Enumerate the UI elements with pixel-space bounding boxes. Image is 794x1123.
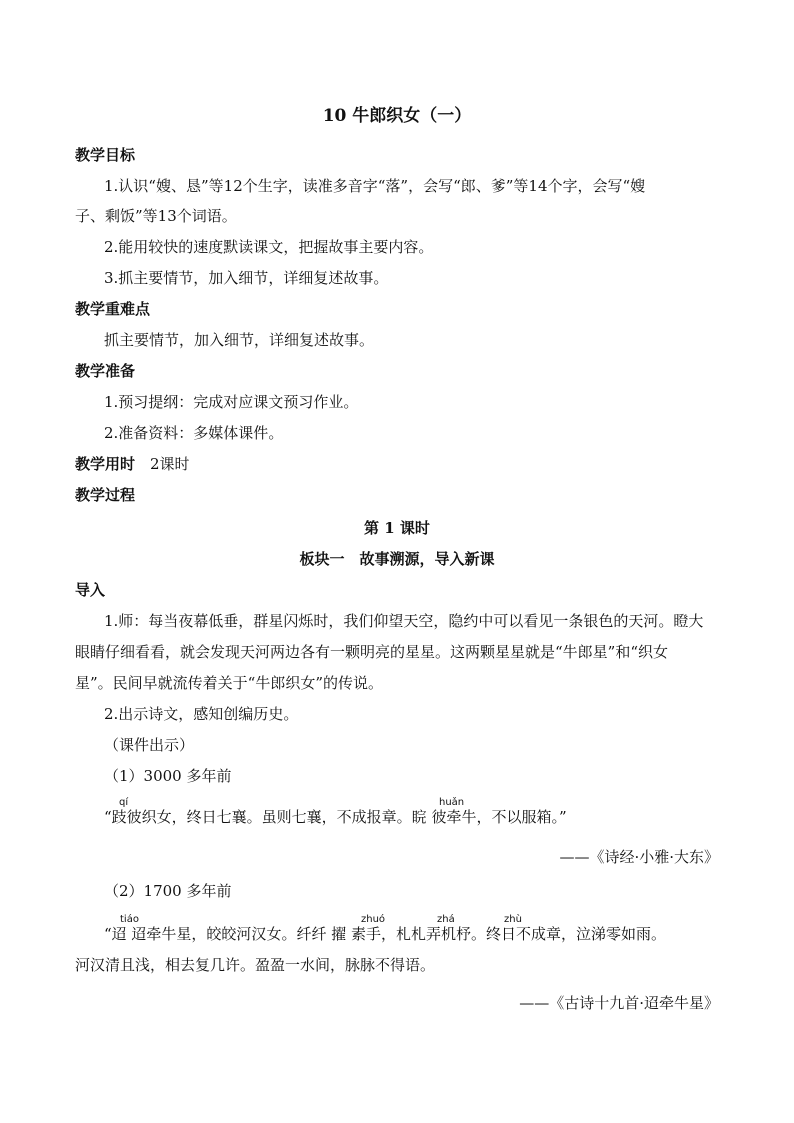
goals-heading: 教学目标 [75, 146, 136, 164]
intro-1-line-3: 星”。民间早就流传着关于“牛郎织女”的传说。 [75, 674, 384, 692]
key-points-text: 抓主要情节，加入细节，详细复述故事。 [104, 331, 375, 349]
poem-1-text: “跂彼织女，终日七襄。虽则七襄，不成报章。睆 彼牵牛，不以服箱。” [104, 808, 567, 826]
block-title: 板块一 故事溯源，导入新课 [299, 550, 495, 568]
goal-2: 2.能用较快的速度默读课文，把握故事主要内容。 [104, 238, 434, 256]
courseware-note: （课件出示） [104, 736, 195, 754]
pinyin-tiao: tiáo [120, 914, 139, 925]
preparation-1: 1.预习提纲：完成对应课文预习作业。 [104, 393, 359, 411]
pinyin-huan: huǎn [439, 797, 465, 808]
goal-1-line-2: 子、剩饭”等13个词语。 [75, 207, 237, 225]
intro-heading: 导入 [75, 581, 106, 599]
preparation-heading: 教学准备 [75, 362, 136, 380]
goal-1-line-1: 1.认识“嫂、恳”等12个生字，读准多音字“落”，会写“郎、爹”等14个字，会写“嫂 [104, 177, 646, 195]
preparation-2: 2.准备资料：多媒体课件。 [104, 424, 284, 442]
poem-2-line-1: “迢 迢牵牛星，皎皎河汉女。纤纤 擢 素手，札札弄机杼。终日不成章，泣涕零如雨。 [104, 925, 666, 943]
poem-1-label: （1）3000 多年前 [104, 767, 232, 785]
pinyin-zha: zhá [437, 914, 455, 925]
pinyin-qi: qí [119, 797, 129, 808]
process-heading: 教学过程 [75, 486, 136, 504]
intro-2: 2.出示诗文，感知创编历史。 [104, 705, 299, 723]
teaching-time-value: 2课时 [150, 455, 190, 473]
poem-2-source: ——《古诗十九首·迢牵牛星》 [519, 994, 719, 1012]
intro-1-line-1: 1.师：每当夜幕低垂，群星闪烁时，我们仰望天空，隐约中可以看见一条银色的天河。瞪大 [104, 612, 704, 630]
document-title: 10 牛郎织女（一） [322, 106, 472, 126]
key-points-heading: 教学重难点 [75, 300, 151, 318]
pinyin-zhuo: zhuó [361, 914, 386, 925]
teaching-time-heading: 教学用时 [75, 455, 136, 473]
teaching-time [75, 454, 190, 474]
intro-1-line-2: 眼睛仔细看看，就会发现天河两边各有一颗明亮的星星。这两颗星星就是“牛郎星”和“织女 [75, 643, 669, 661]
goal-3: 3.抓主要情节，加入细节，详细复述故事。 [104, 269, 389, 287]
poem-2-label: （2）1700 多年前 [104, 882, 232, 900]
lesson-title: 第 1 课时 [364, 519, 430, 537]
pinyin-zhu: zhù [504, 914, 522, 925]
poem-2-line-2: 河汉清且浅，相去复几许。盈盈一水间，脉脉不得语。 [75, 956, 436, 974]
poem-1-source: ——《诗经·小雅·大东》 [559, 848, 719, 866]
